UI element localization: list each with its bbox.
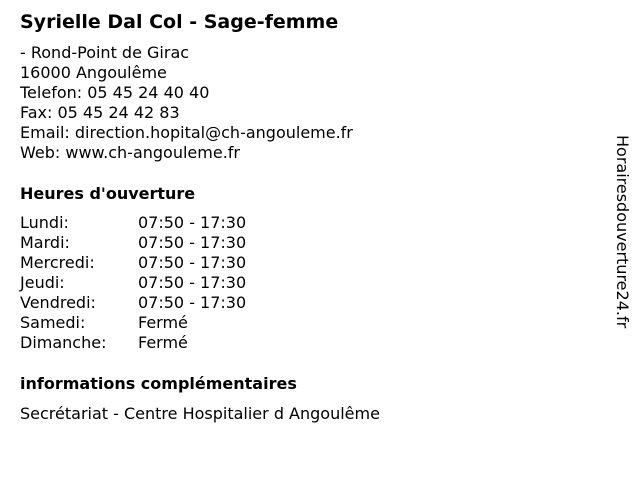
day-label: Mardi: (20, 233, 70, 252)
day-hours: 07:50 - 17:30 (138, 273, 247, 292)
opening-hours-heading: Heures d'ouverture (20, 184, 196, 203)
day-label: Vendredi: (20, 293, 96, 312)
day-hours: 07:50 - 17:30 (138, 213, 247, 232)
day-label: Mercredi: (20, 253, 95, 272)
website: Web: www.ch-angouleme.fr (20, 143, 240, 162)
page-title: Syrielle Dal Col - Sage-femme (20, 11, 339, 33)
day-hours: 07:50 - 17:30 (138, 253, 247, 272)
contact-block (20, 43, 353, 163)
day-label: Dimanche: (20, 333, 107, 352)
day-label: Lundi: (20, 213, 69, 232)
fax-number: Fax: 05 45 24 42 83 (20, 103, 180, 122)
day-hours: Fermé (138, 313, 188, 332)
day-label: Jeudi: (20, 273, 65, 292)
additional-info-heading: informations complémentaires (20, 374, 297, 393)
day-label: Samedi: (20, 313, 86, 332)
watermark-text: Horairesdouverture24.fr (613, 135, 632, 329)
address-street: - Rond-Point de Girac (20, 43, 190, 62)
email-address: Email: direction.hopital@ch-angouleme.fr (20, 123, 353, 142)
additional-info-text: Secrétariat - Centre Hospitalier d Angoulême (20, 404, 380, 423)
day-hours: Fermé (138, 333, 188, 352)
day-hours: 07:50 - 17:30 (138, 233, 247, 252)
day-hours: 07:50 - 17:30 (138, 293, 247, 312)
address-city: 16000 Angoulême (20, 63, 167, 82)
phone-number: Telefon: 05 45 24 40 40 (20, 83, 210, 102)
